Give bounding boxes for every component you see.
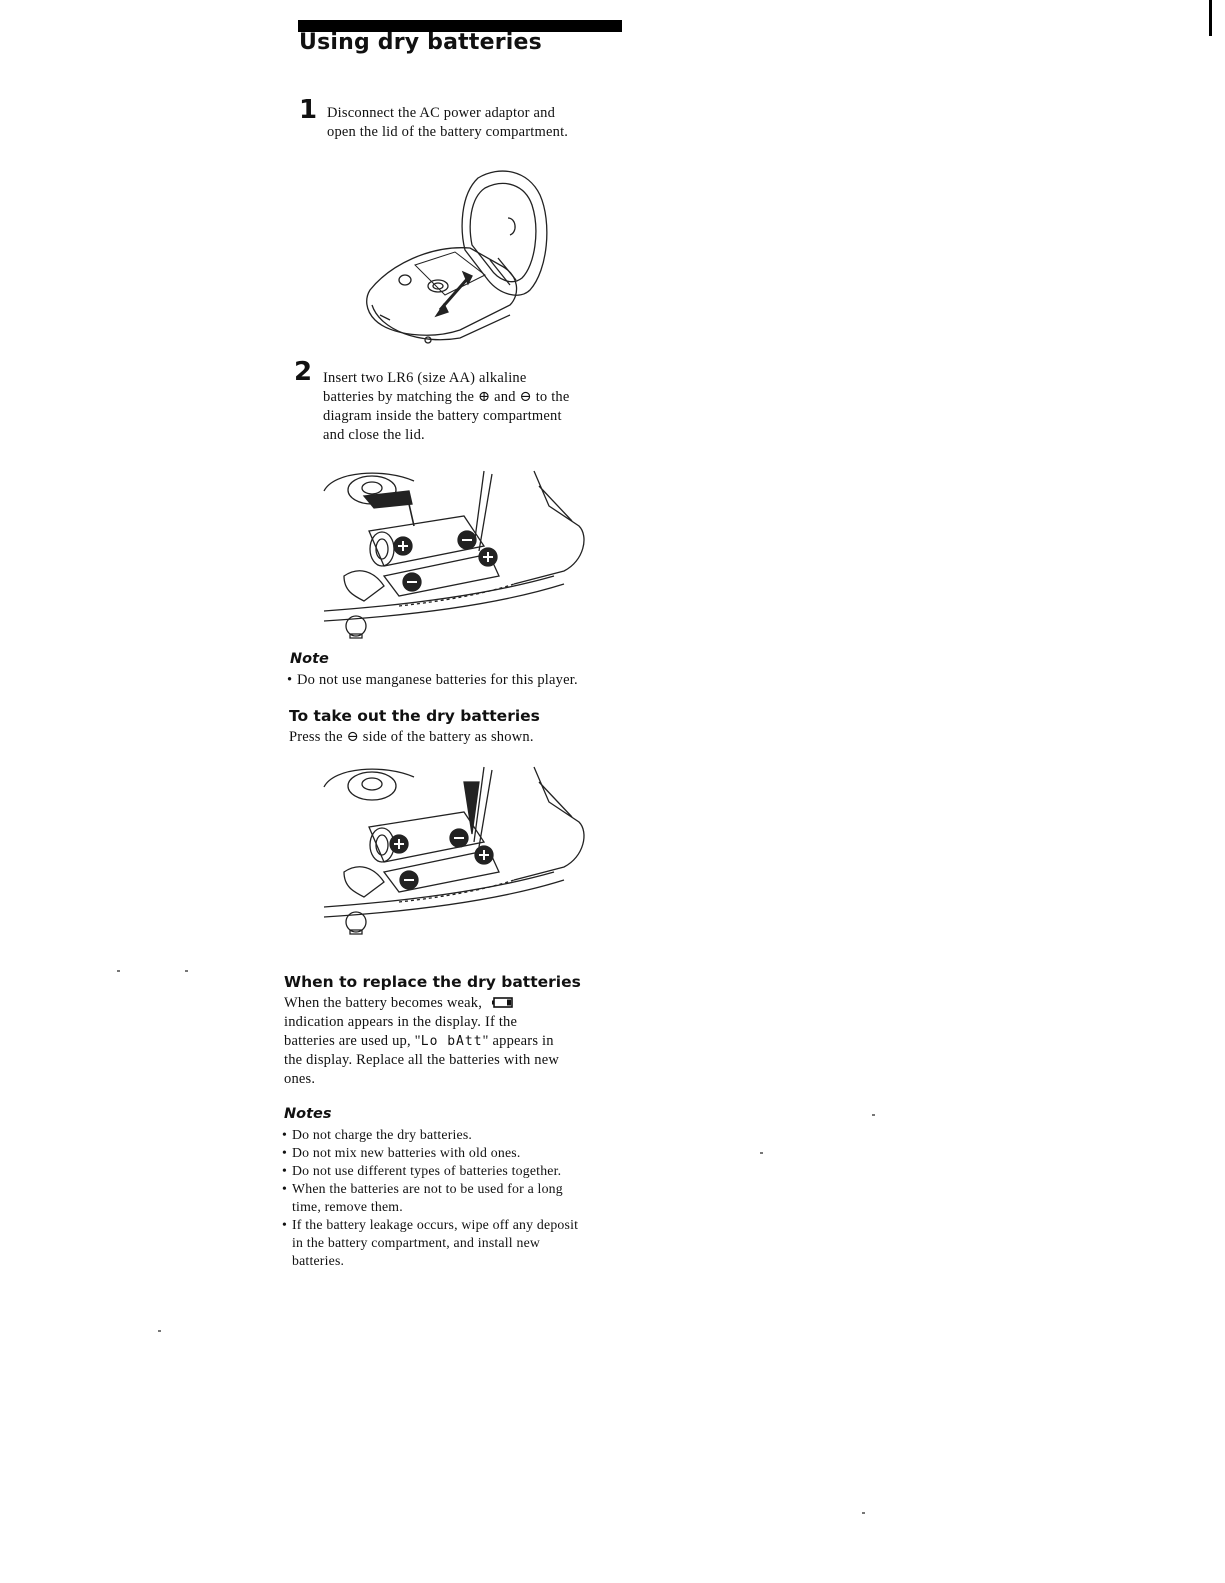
step-2-number: 2: [294, 357, 313, 387]
notes-list: [282, 1126, 602, 1270]
take-out-heading: To take out the dry batteries: [289, 707, 540, 725]
replace-line: the display. Replace all the batteries with new: [284, 1052, 560, 1068]
notes-item: • Do not mix new batteries with old ones.: [282, 1144, 602, 1162]
notes-item: • When the batteries are not to be used for a long time, remove them.: [282, 1180, 592, 1216]
step-2-line: and close the lid.: [323, 427, 425, 443]
replace-line: [284, 1032, 624, 1051]
step-1-line: Disconnect the AC power adaptor and: [327, 105, 556, 121]
step-2-line: diagram inside the battery compartment: [323, 408, 562, 424]
scan-speck: [158, 1330, 161, 1332]
step-1-number: 1: [299, 95, 318, 125]
battery-insert-illustration: [314, 466, 594, 646]
battery-remove-illustration: [314, 762, 594, 942]
replace-heading: When to replace the dry batteries: [284, 973, 581, 991]
step-2-line: Insert two LR6 (size AA) alkaline: [323, 370, 527, 386]
note-list: [287, 671, 617, 690]
step-1-text: [327, 104, 627, 142]
notes-heading: Notes: [284, 1106, 332, 1122]
step-2-text: [323, 369, 623, 445]
lcd-message: Lo bAtt: [420, 1034, 483, 1049]
replace-line: [284, 994, 624, 1013]
replace-line-text: When the battery becomes weak,: [284, 995, 483, 1011]
take-out-text: Press the ⊖ side of the battery as shown.: [289, 729, 534, 745]
replace-line: indication appears in the display. If the: [284, 1014, 518, 1030]
scan-speck: [862, 1512, 865, 1514]
scan-speck: [760, 1152, 763, 1154]
notes-item: • Do not charge the dry batteries.: [282, 1126, 602, 1144]
note-heading: Note: [290, 651, 329, 667]
step-2-line: batteries by matching the ⊕ and ⊖ to the: [323, 389, 570, 405]
replace-text: [284, 994, 624, 1089]
scan-speck: [872, 1114, 875, 1116]
replace-line-text: batteries are used up, ": [284, 1033, 421, 1049]
replace-line-text: " appears in: [482, 1033, 554, 1049]
page-title: Using dry batteries: [299, 30, 542, 55]
cd-player-open-lid-illustration: [360, 160, 560, 345]
replace-line: ones.: [284, 1071, 316, 1087]
step-1-line: open the lid of the battery compartment.: [327, 124, 569, 140]
notes-item: • If the battery leakage occurs, wipe off any deposit in the battery compartment, and install new batteries.: [282, 1216, 592, 1270]
low-battery-icon: [492, 997, 514, 1008]
note-item: • Do not use manganese batteries for this player.: [287, 671, 617, 690]
notes-item: • Do not use different types of batteries together.: [282, 1162, 602, 1180]
scan-speck: [117, 970, 120, 972]
page-edge-mark: [1209, 0, 1212, 36]
scan-speck: [185, 970, 188, 972]
